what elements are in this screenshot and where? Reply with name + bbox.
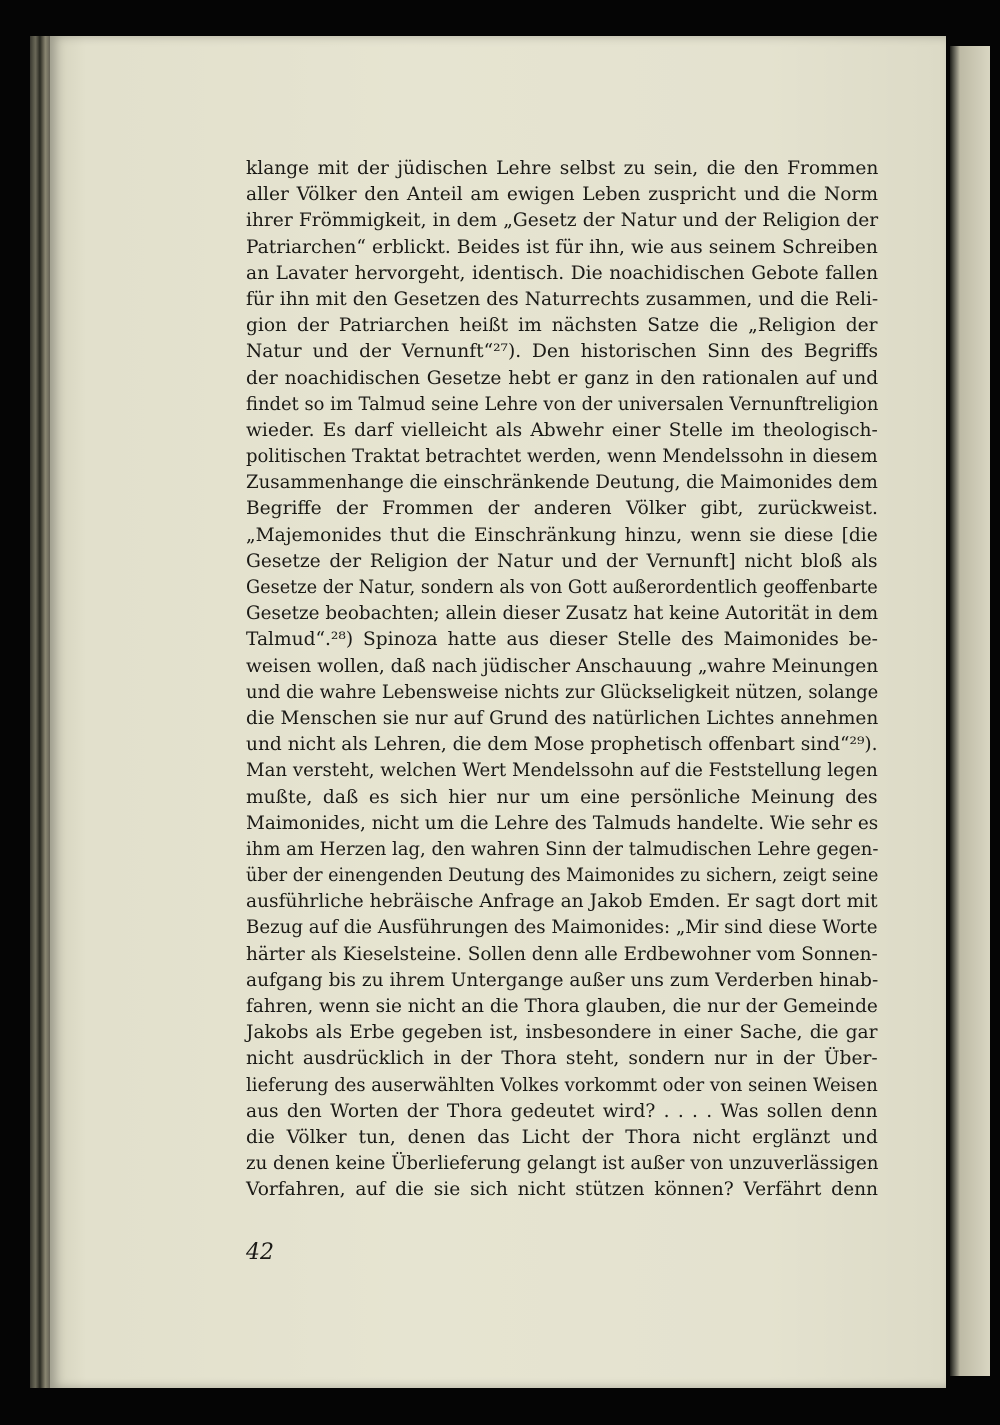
text-line: Jakobs als Erbe gegeben ist, insbesondere in einer Sache, die gar (246, 1022, 878, 1044)
body-text (246, 156, 878, 1204)
text-line: Talmud“.²⁸) Spinoza hatte aus dieser Stelle des Maimonides be- (246, 629, 878, 651)
page-number: 42 (246, 1240, 274, 1265)
text-line: Maimonides, nicht um die Lehre des Talmuds handelte. Wie sehr es (246, 812, 879, 834)
text-line: Gesetze der Natur, sondern als von Gott außerordentlich geoffenbarte (246, 577, 878, 598)
text-line: Gesetze der Religion der Natur und der Vernunft] nicht bloß als (246, 550, 878, 572)
text-line: die Menschen sie nur auf Grund des natürlichen Lichtes annehmen (246, 707, 879, 729)
text-line: mußte, daß es sich hier nur um eine persönliche Meinung des (246, 786, 878, 808)
text-line: nicht ausdrücklich in der Thora steht, sondern nur in der Über- (246, 1048, 878, 1070)
text-line: Bezug auf die Ausführungen des Maimonides: „Mir sind diese Worte (246, 917, 878, 939)
page-edge-stack (30, 36, 52, 1388)
text-line: Patriarchen“ erblickt. Beides ist für ihn, wie aus seinem Schreiben (246, 236, 878, 258)
text-line: über der einengenden Deutung des Maimonides zu sichern, zeigt seine (246, 865, 879, 887)
text-line: politischen Traktat betrachtet werden, wenn Mendelssohn in diesem (246, 446, 878, 468)
text-line: gion der Patriarchen heißt im nächsten Satze die „Religion der (246, 315, 878, 337)
text-line: Vorfahren, auf die sie sich nicht stützen können? Verfährt denn (246, 1179, 879, 1201)
text-line: aller Völker den Anteil am ewigen Leben zuspricht und die Norm (246, 184, 878, 206)
text-line: Natur und der Vernunft“²⁷). Den historischen Sinn des Begriffs (246, 341, 879, 363)
text-line: härter als Kieselsteine. Sollen denn alle Erdbewohner vom Sonnen- (246, 943, 878, 965)
text-line: „Majemonides thut die Einschränkung hinzu, wenn sie diese [die (246, 524, 878, 546)
text-line: Gesetze beobachten; allein dieser Zusatz hat keine Autorität in dem (246, 603, 879, 625)
text-line: Man versteht, welchen Wert Mendelssohn auf die Feststellung legen (246, 760, 878, 782)
text-line: aus den Worten der Thora gedeutet wird? . . . . Was sollen denn (246, 1100, 878, 1122)
text-line: ihrer Frömmigkeit, in dem „Gesetz der Natur und der Religion der (246, 210, 879, 232)
text-line: an Lavater hervorgeht, identisch. Die noachidischen Gebote fallen (246, 262, 879, 284)
text-line: der noachidischen Gesetze hebt er ganz in den rationalen auf und (246, 367, 879, 389)
facing-page-edge (950, 46, 990, 1376)
text-line: fahren, wenn sie nicht an die Thora glauben, die nur der Gemeinde (246, 996, 878, 1017)
text-line: ihm am Herzen lag, den wahren Sinn der talmudischen Lehre gegen- (246, 838, 879, 860)
text-line: Begriffe der Frommen der anderen Völker gibt, zurückweist. (246, 498, 878, 520)
text-line: findet so im Talmud seine Lehre von der universalen Vernunftreligion (246, 393, 879, 415)
text-line: zu denen keine Überlieferung gelangt ist außer von unzuverlässigen (246, 1153, 879, 1175)
text-line: und nicht als Lehren, die dem Mose prophetisch offenbart sind“²⁹). (246, 734, 878, 756)
text-line: ausführliche hebräische Anfrage an Jakob Emden. Er sagt dort mit (246, 891, 878, 913)
text-line: weisen wollen, daß nach jüdischer Anschauung „wahre Meinungen (246, 655, 879, 677)
text-line: wieder. Es darf vielleicht als Abwehr einer Stelle im theologisch- (246, 419, 878, 441)
text-line: und die wahre Lebensweise nichts zur Glückseligkeit nützen, solange (246, 681, 879, 703)
text-line: die Völker tun, denen das Licht der Thora nicht erglänzt und (246, 1126, 878, 1148)
text-line: für ihn mit den Gesetzen des Naturrechts zusammen, und die Reli- (246, 288, 879, 310)
text-line: aufgang bis zu ihrem Untergange außer uns zum Verderben hinab- (246, 969, 879, 991)
text-line: lieferung des auserwählten Volkes vorkommt oder von seinen Weisen (246, 1074, 878, 1096)
text-line: Zusammenhange die einschränkende Deutung, die Maimonides dem (246, 472, 878, 494)
text-line: klange mit der jüdischen Lehre selbst zu sein, die den Frommen (246, 158, 879, 179)
